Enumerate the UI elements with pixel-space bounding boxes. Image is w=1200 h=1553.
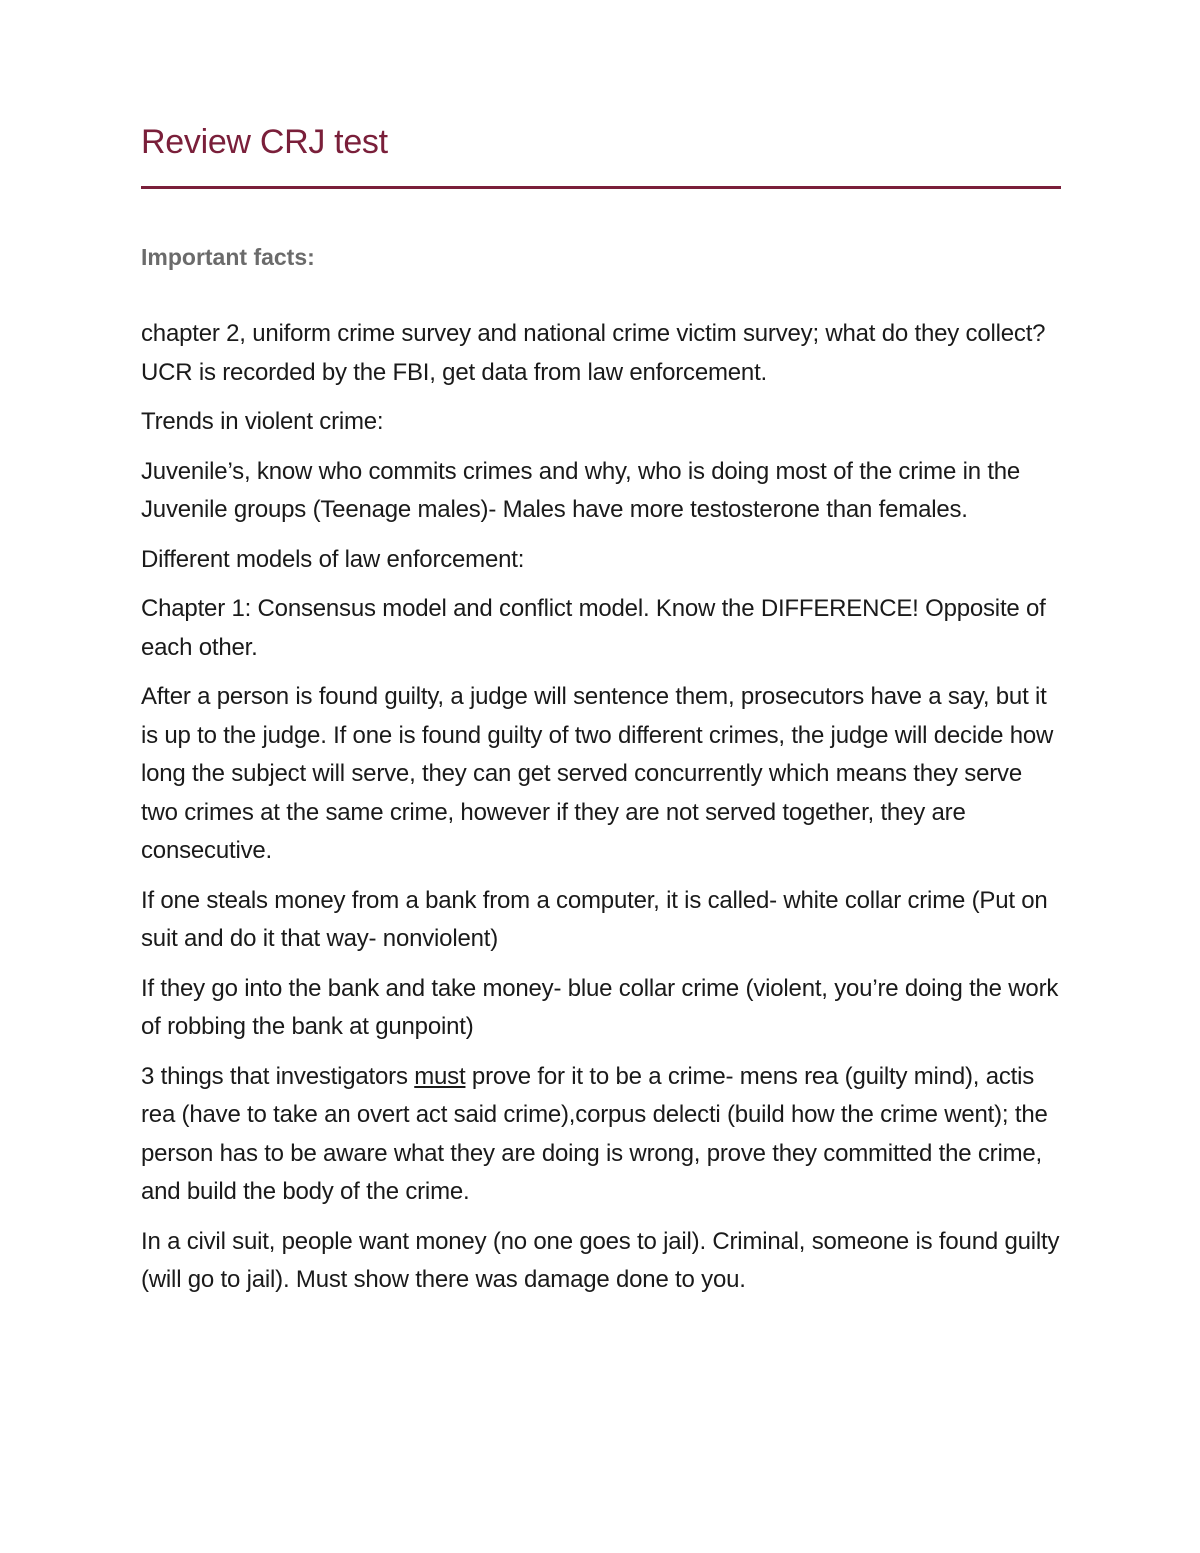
- paragraph-chapter-2: chapter 2, uniform crime survey and national crime victim survey; what do they collect? UCR is recorded by the FBI, get data from law enforcement.: [141, 320, 1046, 386]
- title-divider: [141, 186, 1061, 189]
- paragraph-sentencing: After a person is found guilty, a judge will sentence them, prosecutors have a say, but it is up to the judge. If one is found guilty of two different crimes, the judge will decide how long the subject will serve, they can get served concurrently which means they serve two crimes at the same crime, however if they are not served together, they are consecutive.: [141, 683, 1054, 864]
- section-subheading: Important facts:: [141, 244, 315, 270]
- paragraph-chapter-1: Chapter 1: Consensus model and conflict model. Know the DIFFERENCE! Opposite of each other.: [141, 595, 1046, 661]
- paragraph-investigators: [141, 1058, 1061, 1212]
- document-body: [141, 315, 1061, 1300]
- investigators-underlined-word: must: [414, 1062, 466, 1090]
- investigators-text-after: prove for it to be a crime- mens rea (guilty mind), actis rea (have to take an overt act said crime),corpus delecti (build how the crime went); the person has to be aware what they are doing is wrong, prove they committed the crime, and build the body of the crime.: [141, 1062, 1048, 1205]
- document-page: [141, 118, 1061, 1311]
- paragraph-trends: Trends in violent crime:: [141, 408, 384, 435]
- paragraph-juveniles: Juvenile’s, know who commits crimes and why, who is doing most of the crime in the Juvenile groups (Teenage males)- Males have more testosterone than females.: [141, 457, 1021, 523]
- investigators-text-before: 3 things that investigators: [141, 1062, 415, 1090]
- paragraph-white-collar: If one steals money from a bank from a computer, it is called- white collar crime (Put on suit and do it that way- nonviolent): [141, 886, 1048, 952]
- paragraph-models: Different models of law enforcement:: [141, 545, 525, 573]
- paragraph-civil-suit: In a civil suit, people want money (no one goes to jail). Criminal, someone is found guilty (will go to jail). Must show there was damage done to you.: [141, 1227, 1060, 1293]
- document-title: Review CRJ test: [141, 123, 388, 161]
- paragraph-blue-collar: If they go into the bank and take money- blue collar crime (violent, you’re doing the work of robbing the bank at gunpoint): [141, 974, 1059, 1040]
